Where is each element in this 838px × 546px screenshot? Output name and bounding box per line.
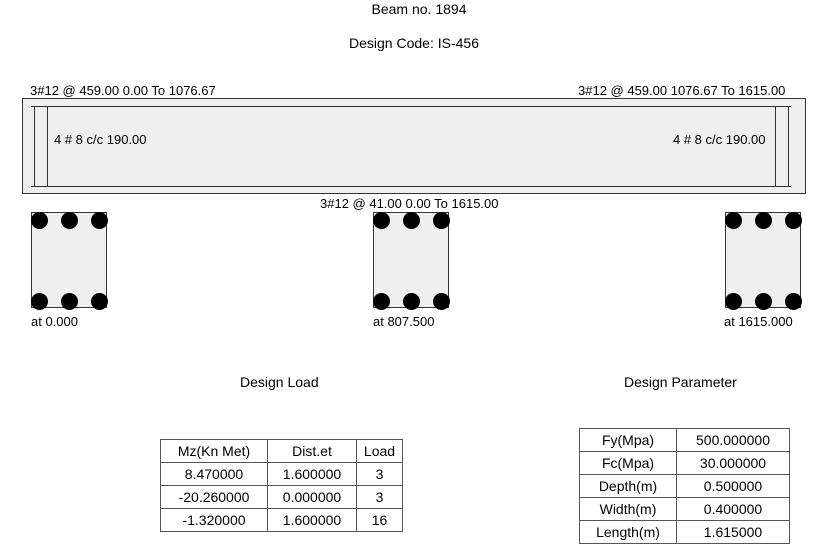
rebar-dot [755,212,772,229]
table-cell: 0.000000 [268,486,357,509]
table-row [580,521,790,544]
table-row [580,498,790,521]
rebar-dot [91,293,108,310]
table-cell: -20.260000 [161,486,268,509]
table-cell: 3 [357,463,403,486]
table-cell: Length(m) [580,521,677,544]
section-label-mid: at 807.500 [373,314,435,329]
header-cell: Load [357,440,403,463]
table-row [161,463,403,486]
rebar-dot [61,212,78,229]
table-row [580,475,790,498]
section-label-end: at 1615.000 [724,314,793,329]
table-cell: 30.000000 [677,452,790,475]
design-parameter-table [579,428,790,544]
design-parameter-title: Design Parameter [624,374,737,390]
table-cell: 3 [357,486,403,509]
table-cell: Fy(Mpa) [580,429,677,452]
rebar-dot [785,293,802,310]
rebar-dot [755,293,772,310]
rebar-dot [31,212,48,229]
design-code: Design Code: IS-456 [349,35,479,51]
rebar-dot [373,212,390,229]
rebar-dot [403,293,420,310]
table-cell: Depth(m) [580,475,677,498]
table-cell: 1.615000 [677,521,790,544]
top-left-bar-label: 3#12 @ 459.00 0.00 To 1076.67 [30,83,216,98]
right-stirrup-line-1 [775,106,776,186]
left-stirrup-line-2 [47,106,48,186]
table-cell: 8.470000 [161,463,268,486]
table-row [161,486,403,509]
design-load-table [160,439,403,532]
left-stirrup-line-1 [34,106,35,186]
stirrup-left-label: 4 # 8 c/c 190.00 [54,132,147,147]
top-right-bar-label: 3#12 @ 459.00 1076.67 To 1615.00 [578,83,786,98]
rebar-dot [725,293,742,310]
beam-elevation [22,98,806,194]
top-reinforcement-line [31,106,791,107]
beam-title: Beam no. 1894 [371,1,467,17]
cross-section-mid [373,212,449,308]
table-cell: Width(m) [580,498,677,521]
stirrup-right-label: 4 # 8 c/c 190.00 [673,132,766,147]
table-header-row [161,440,403,463]
table-row [161,509,403,532]
rebar-dot [373,293,390,310]
rebar-dot [61,293,78,310]
table-cell: -1.320000 [161,509,268,532]
table-cell: 0.400000 [677,498,790,521]
cross-section-start [31,212,107,308]
design-load-title: Design Load [240,374,319,390]
table-row [580,452,790,475]
cross-section-end [725,212,801,308]
table-cell: 1.600000 [268,509,357,532]
rebar-dot [433,293,450,310]
table-row [580,429,790,452]
header-cell: Dist.et [268,440,357,463]
table-cell: 16 [357,509,403,532]
section-label-start: at 0.000 [31,314,78,329]
bottom-bar-label: 3#12 @ 41.00 0.00 To 1615.00 [320,196,499,211]
rebar-dot [403,212,420,229]
rebar-dot [91,212,108,229]
rebar-dot [31,293,48,310]
rebar-dot [433,212,450,229]
table-cell: 500.000000 [677,429,790,452]
rebar-dot [785,212,802,229]
rebar-dot [725,212,742,229]
table-cell: Fc(Mpa) [580,452,677,475]
right-stirrup-line-2 [788,106,789,186]
header-cell: Mz(Kn Met) [161,440,268,463]
table-cell: 0.500000 [677,475,790,498]
bottom-reinforcement-line [31,186,791,187]
table-cell: 1.600000 [268,463,357,486]
